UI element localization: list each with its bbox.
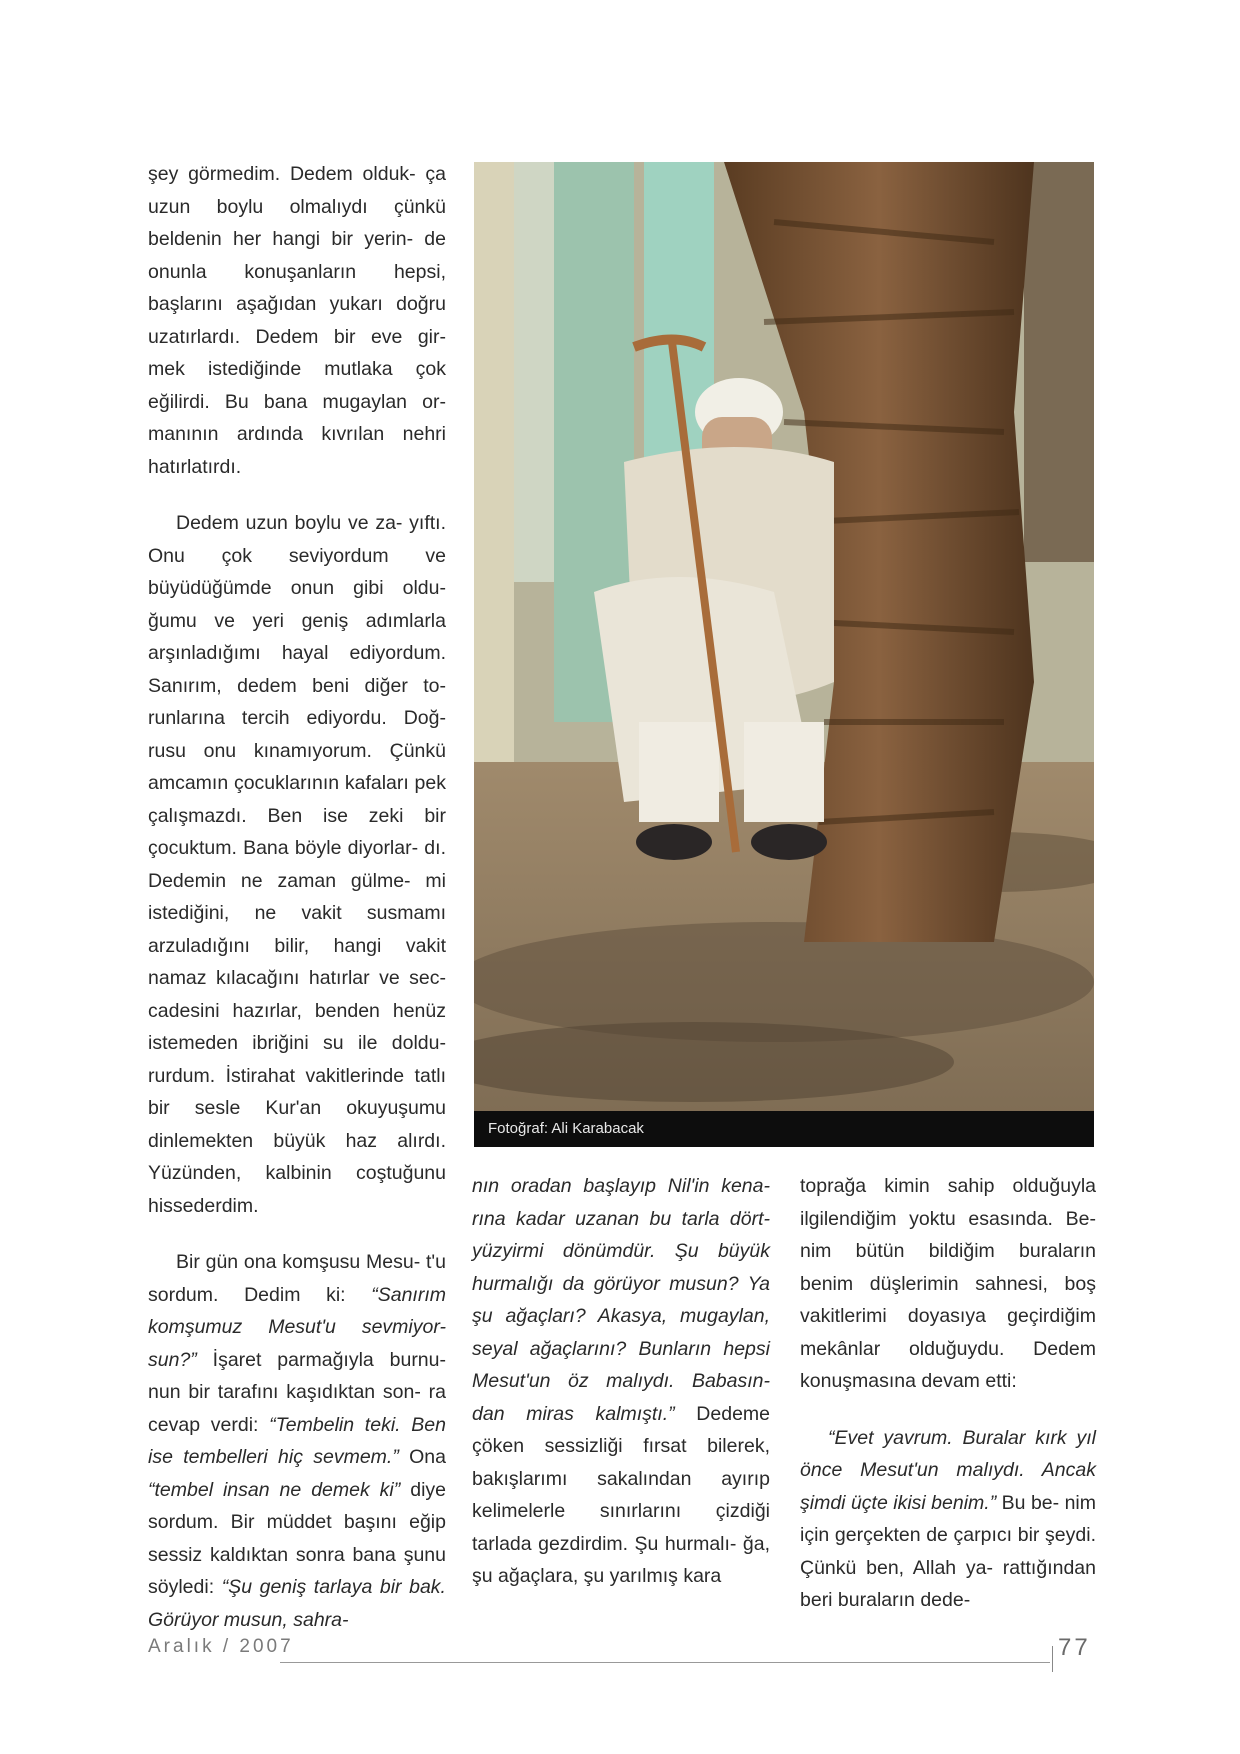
photo-illustration (474, 162, 1094, 1147)
quote-text: “Tembelin teki. Ben ise tembelleri hiç sevmem.” (148, 1413, 446, 1468)
photo-elderly-man-with-cane (474, 162, 1094, 1147)
paragraph: toprağa kimin sahip olduğuyla ilgilendiğim yoktu esasında. Be- nim bütün bildiğim buraların benim düşlerimin sahnesi, boş vakitlerimi doyasıya geçirdiğim mekânlar olduğuydu. Dedem konuşmasına devam etti: (800, 1175, 1096, 1392)
text-column-1 (148, 158, 446, 1636)
paragraph (148, 1246, 446, 1636)
text-column-2 (472, 1170, 770, 1593)
footer-rule (280, 1662, 1050, 1663)
text-run: Bir gün ona komşusu Mesu- t'u sordum. Dedim ki: (148, 1251, 446, 1306)
photo-caption: Fotoğraf: Ali Karabacak (488, 1120, 644, 1137)
quote-text: “Evet yavrum. Buralar kırk yıl önce Mesut'un malıydı. Ancak şimdi üçte ikisi benim.” (800, 1426, 1096, 1514)
quote-text: “tembel insan ne demek ki” (148, 1478, 401, 1501)
caption-bar (474, 1111, 1094, 1147)
paragraph: şey görmedim. Dedem olduk- ça uzun boylu olmalıydı çünkü beldenin her hangi bir yerin- de onunla konuşanların hepsi, başlarını aşağıdan yukarı doğru uzatırlardı. Dedem bir eve gir- mek istediğinde mutlaka çok eğilirdi. Bu bana mugaylan or- manının ardında kıvrılan nehri hatırlatırdı. (148, 163, 446, 478)
text-run: Bu be- nim için gerçekten de çarpıcı bir şeydi. Çünkü ben, Allah ya- rattığından beri buraların dede- (800, 1491, 1096, 1611)
text-run: İşaret parmağıyla burnu- nun bir tarafını kaşıdıktan son- ra cevap verdi: (148, 1348, 446, 1436)
text-run: Ona (398, 1446, 446, 1468)
page-number: 77 (1058, 1634, 1091, 1661)
footer-divider (1052, 1646, 1053, 1672)
issue-date: Aralık / 2007 (148, 1636, 294, 1657)
text-column-3 (800, 1170, 1096, 1617)
text-run: Dedeme çöken sessizliği fırsat bilerek, bakışlarımı sakalından ayırıp kelimelerle sınırlarını çizdiği tarlada gezdirdim. Şu hurmalı- ğa, şu ağaçlara, şu yarılmış kara (472, 1402, 770, 1587)
quote-text: nın oradan başlayıp Nil'in kena- rına kadar uzanan bu tarla dört- yüzyirmi dönümdür. Şu büyük hurmalığı da görüyor musun? Ya şu ağaçları? Akasya, mugaylan, seyal ağaçlarını? Bunların hepsi Mesut'un öz malıydı. Babasın- dan miras kalmıştı.” (472, 1175, 770, 1425)
quote-text: “Sanırım komşumuz Mesut'u sevmiyor- sun?” (148, 1283, 446, 1371)
paragraph (800, 1422, 1096, 1617)
text-run: diye sordum. Bir müddet başını eğip sessiz kaldıktan sonra bana şunu söyledi: (148, 1478, 446, 1598)
quote-text: “Şu geniş tarlaya bir bak. Görüyor musun, sahra- (148, 1576, 446, 1631)
paragraph (472, 1170, 770, 1593)
paragraph: Dedem uzun boylu ve za- yıftı. Onu çok seviyordum ve büyüdüğümde onun gibi oldu- ğumu ve yeri geniş adımlarla arşınladığımı hayal ediyordum. Sanırım, dedem beni diğer to- runlarına tercih ediyordu. Doğ- rusu onu kınamıyorum. Çünkü amcamın çocuklarının kafaları pek çalışmazdı. Ben ise zeki bir çocuktum. Bana böyle diyorlar- dı. Dedemin ne zaman gülme- mi istediğini, ne vakit susmamı arzuladığını bilir, hangi vakit namaz kılacağını hatırlar ve sec- cadesini hazırlar, benden henüz istemeden ibriğini su ile doldu- rurdum. İstirahat vakitlerinde tatlı bir sesle Kur'an okuyuşumu dinlemekten büyük haz alırdı. Yüzünden, kalbinin coştuğunu hissederdim. (148, 512, 446, 1217)
